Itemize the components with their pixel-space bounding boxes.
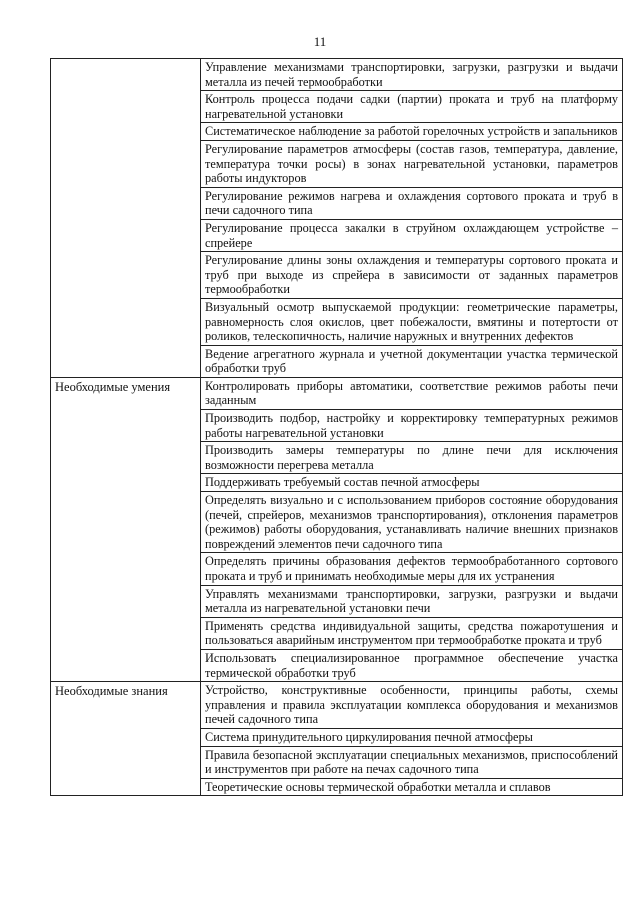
- table-row: [51, 377, 623, 681]
- list-item: Визуальный осмотр выпускаемой продукции: геометрические параметры, равномерность слоя окислов, цвет побежалости, вмятины и потертости от роликов, телескопичность, наличие наружных и внутренних дефектов: [201, 298, 622, 345]
- list-item: Производить подбор, настройку и корректировку температурных режимов работы нагревательной установки: [201, 409, 622, 441]
- list-item: Определять визуально и с использованием приборов состояние оборудования (печей, спрейеров, механизмов транспортирования), отклонения параметров (режимов) работы оборудования, устанавливать наличие внешних признаков повреждений элементов печи садочного типа: [201, 491, 622, 552]
- section-label: Необходимые знания: [51, 682, 201, 796]
- list-item: Регулирование длины зоны охлаждения и температуры сортового проката и труб при выходе из спрейера в зависимости от заданных параметров термообработки: [201, 251, 622, 298]
- list-item: Теоретические основы термической обработки металла и сплавов: [201, 778, 622, 796]
- competency-table: [50, 58, 623, 796]
- list-item: Производить замеры температуры по длине печи для исключения возможности перегрева металла: [201, 441, 622, 473]
- list-item: Систематическое наблюдение за работой горелочных устройств и запальников: [201, 122, 622, 140]
- list-item: Использовать специализированное программное обеспечение участка термической обработки труб: [201, 649, 622, 681]
- list-item: Регулирование режимов нагрева и охлаждения сортового проката и труб в печи садочного типа: [201, 187, 622, 219]
- list-item: Управление механизмами транспортировки, загрузки, разгрузки и выдачи металла из печей термообработки: [205, 60, 618, 89]
- list-item: Определять причины образования дефектов термообработанного сортового проката и труб и принимать необходимые меры для их устранения: [201, 552, 622, 584]
- page-number: 11: [313, 34, 327, 49]
- list-item: Управлять механизмами транспортировки, загрузки, разгрузки и выдачи металла из нагревательной установки печи: [201, 585, 622, 617]
- list-item: Контроль процесса подачи садки (партии) проката и труб на платформу нагревательной установки: [201, 90, 622, 122]
- list-item: Контролировать приборы автоматики, соответствие режимов работы печи заданным: [205, 378, 618, 408]
- table-row: [51, 59, 623, 378]
- table-row: [51, 682, 623, 796]
- list-item: Система принудительного циркулирования печной атмосферы: [201, 728, 622, 746]
- section-items: [201, 682, 623, 796]
- list-item: Применять средства индивидуальной защиты, средства пожаротушения и пользоваться аварийным инструментом при термообработке проката и труб: [201, 617, 622, 649]
- list-item: Регулирование параметров атмосферы (состав газов, температура, давление, температура точки росы) в зонах нагревательной установки, параметров работы индукторов: [201, 140, 622, 187]
- list-item: Поддерживать требуемый состав печной атмосферы: [201, 473, 622, 491]
- list-item: Ведение агрегатного журнала и учетной документации участка термической обработки труб: [201, 345, 622, 377]
- section-items: [201, 59, 623, 378]
- section-label: [51, 59, 201, 378]
- section-label: Необходимые умения: [51, 377, 201, 681]
- list-item: Регулирование процесса закалки в струйном охлаждающем устройстве – спрейере: [201, 219, 622, 251]
- list-item: Правила безопасной эксплуатации специальных механизмов, приспособлений и инструментов при работе на печах садочного типа: [201, 746, 622, 778]
- list-item: Устройство, конструктивные особенности, принципы работы, схемы управления и правила эксплуатации комплекса оборудования и механизмов печей садочного типа: [205, 683, 618, 727]
- section-items: [201, 377, 623, 681]
